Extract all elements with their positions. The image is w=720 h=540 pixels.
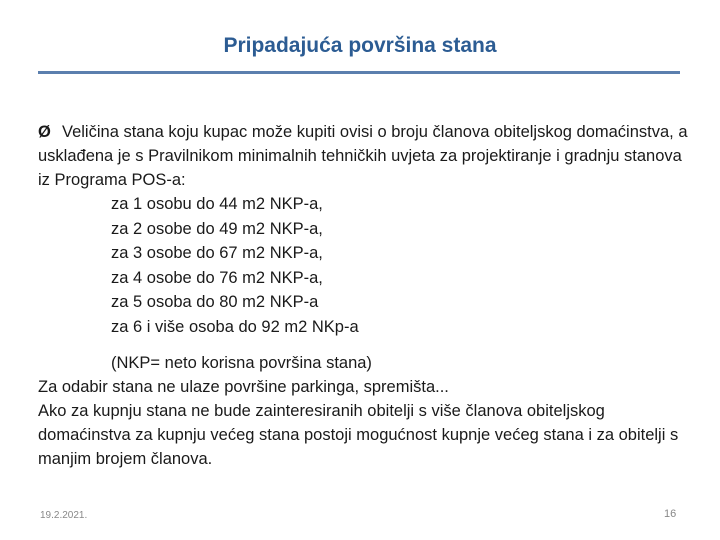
list-item: za 3 osobe do 67 m2 NKP-a, [111,244,323,262]
list-item: za 2 osobe do 49 m2 NKP-a, [111,219,323,238]
slide-body [38,120,688,471]
arrow-bullet-icon: Ø [38,123,51,141]
apartment-size-list [38,192,688,339]
title-divider [38,71,680,74]
parking-paragraph: Za odabir stana ne ulaze površine parkinga, spremišta... [38,378,449,396]
larger-apartment-paragraph: Ako za kupnju stana ne bude zainteresiranih obitelji s više članova obiteljskog domaćinstva za kupnju većeg stana postoji mogućnost kupnje većeg stana i za obitelji s manjim brojem članova. [38,402,679,468]
list-item: za 1 osobu do 44 m2 NKP-a, [111,195,323,213]
footer-date: 19.2.2021. [40,510,88,521]
list-item: za 6 i više osoba do 92 m2 NKp-a [111,317,359,336]
list-item: za 5 osoba do 80 m2 NKP-a [111,293,319,311]
slide-title: Pripadajuća površina stana [223,34,497,57]
intro-paragraph [38,120,688,192]
nkp-note: (NKP= neto korisna površina stana) [111,354,372,372]
page-number: 16 [664,508,677,520]
intro-text: Veličina stana koju kupac može kupiti ovisi o broju članova obiteljskog domaćinstva, a usklađena je s Pravilnikom minimalnih tehničkih uvjeta za projektiranje i gradnju stanova iz Programa POS-a: [38,123,688,189]
list-item: za 4 osobe do 76 m2 NKP-a, [111,268,323,287]
